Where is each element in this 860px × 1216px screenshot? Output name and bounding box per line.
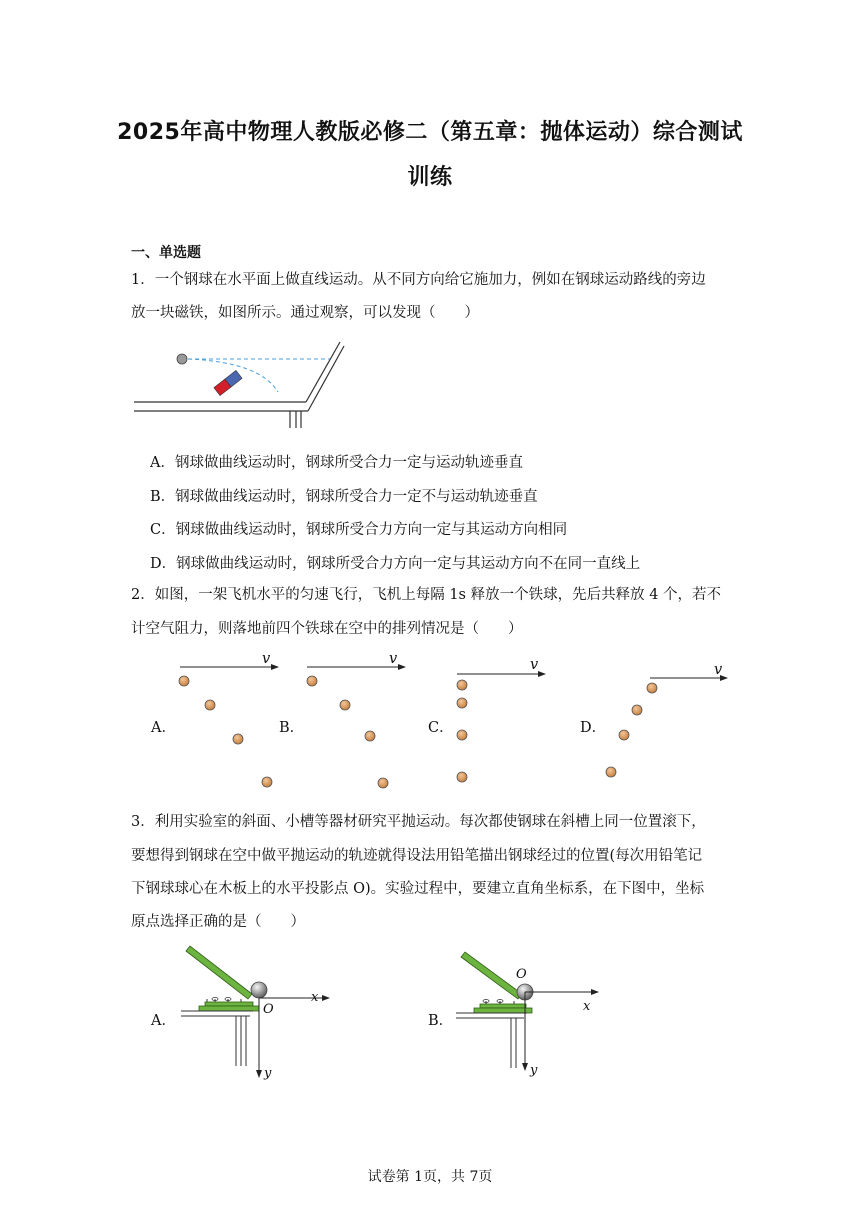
q3-b-x-label: x (583, 999, 591, 1014)
q1-stem-line1: 1．一个钢球在水平面上做直线运动。从不同方向给它施加力，例如在钢球运动路线的旁边 (131, 272, 706, 288)
q2-label-a: A． (151, 720, 176, 736)
paper-title-line1: 2025年高中物理人教版必修二（第五章：抛体运动）综合测试 (117, 120, 743, 145)
q2-b-velocity-label: v (389, 651, 398, 667)
q2-d-velocity-label: v (714, 662, 723, 678)
q2-figure-d (606, 678, 727, 777)
q2-figure-c (457, 674, 545, 782)
q1-option-d: D．钢球做曲线运动时，钢球所受合力方向一定与其运动方向不在同一直线上 (150, 556, 641, 572)
q3-b-origin-label: O (516, 967, 527, 982)
q3-a-origin-label: O (263, 1002, 274, 1017)
q2-stem-line2: 计空气阻力，则落地前四个铁球在空中的排列情况是（ ） (131, 621, 523, 637)
q2-a-velocity-label: v (262, 651, 271, 667)
q2-label-b: B． (279, 720, 305, 736)
q3-a-y-label: y (264, 1066, 272, 1081)
q3-b-y-label: y (530, 1063, 538, 1078)
q3-a-x-label: x (311, 990, 319, 1005)
q1-option-c: C．钢球做曲线运动时，钢球所受合力方向一定与其运动方向相同 (150, 522, 568, 538)
q2-figure-a (179, 667, 278, 787)
q3-stem-line4: 原点选择正确的是（ ） (131, 914, 305, 930)
q1-option-a: A．钢球做曲线运动时，钢球所受合力一定与运动轨迹垂直 (150, 455, 523, 471)
q3-label-a: A． (151, 1013, 176, 1029)
q3-stem-line1: 3．利用实验室的斜面、小槽等器材研究平抛运动。每次都使钢球在斜槽上同一位置滚下， (131, 814, 706, 830)
q2-c-velocity-label: v (530, 657, 539, 673)
page-footer: 试卷第 1页，共 7页 (367, 1169, 493, 1185)
q3-figure-a (181, 946, 329, 1077)
q1-stem-line2: 放一块磁铁，如图所示。通过观察，可以发现（ ） (131, 305, 479, 321)
q2-label-c: C． (428, 720, 454, 736)
q3-stem-line3: 下钢球球心在木板上的水平投影点 O)。实验过程中，要建立直角坐标系，在下图中，坐标 (131, 881, 705, 897)
q3-figure-b (456, 952, 598, 1070)
q2-label-d: D． (580, 720, 607, 736)
section-heading: 一、单选题 (131, 245, 201, 261)
q3-stem-line2: 要想得到钢球在空中做平抛运动的轨迹就得设法用铅笔描出钢球经过的位置(每次用铅笔记 (131, 848, 703, 864)
q1-option-b: B．钢球做曲线运动时，钢球所受合力一定不与运动轨迹垂直 (150, 489, 538, 505)
paper-title-line2: 训练 (407, 165, 453, 190)
q2-stem-line1: 2．如图，一架飞机水平的匀速飞行，飞机上每隔 1s 释放一个铁球，先后共释放 4 个，若不 (131, 587, 722, 603)
q2-figure-b (307, 667, 405, 788)
q3-label-b: B． (428, 1013, 454, 1029)
